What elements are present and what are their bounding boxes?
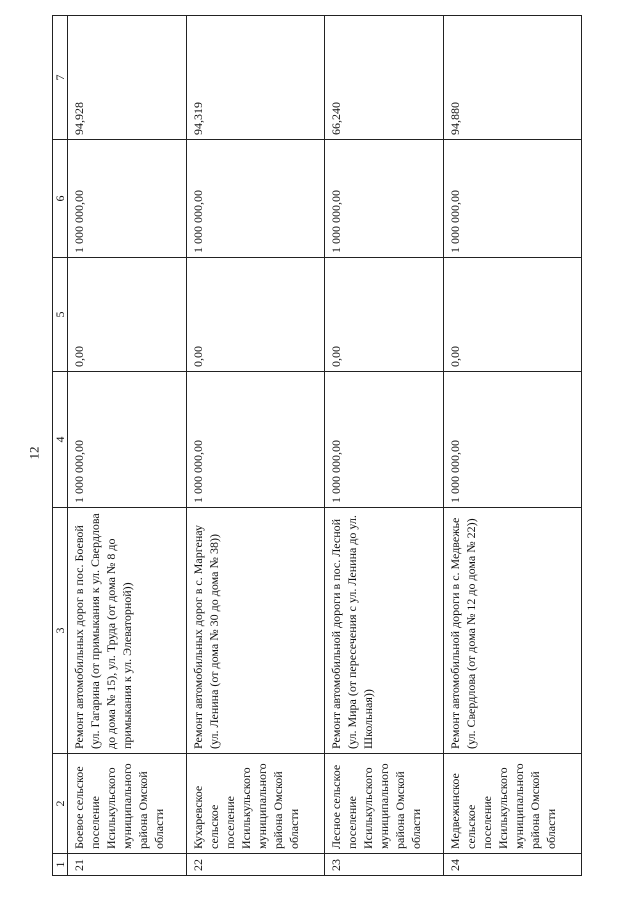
header-col-7: 7 bbox=[53, 16, 68, 140]
header-col-5: 5 bbox=[53, 258, 68, 372]
subsidy-table-wrapper bbox=[52, 16, 582, 876]
row-number: 23 bbox=[324, 854, 443, 876]
amount-col-4: 1 000 000,00 bbox=[324, 372, 443, 508]
work-description-cell: Ремонт автомобильной дороги в с. Медвежье (ул. Свердлова (от дома № 12 до дома № 22)) bbox=[444, 508, 582, 754]
table-row bbox=[444, 16, 582, 876]
table-row bbox=[324, 16, 443, 876]
work-description-cell: Ремонт автомобильных дорог в пос. Боевой (ул. Гагарина (от примыкания к ул. Свердлова до дома № 15), ул. Труда (от дома № 8 до примыкания к ул. Элеваторной)) bbox=[68, 508, 187, 754]
row-number: 24 bbox=[444, 854, 582, 876]
amount-col-4: 1 000 000,00 bbox=[444, 372, 582, 508]
value-col-7: 94,880 bbox=[444, 16, 582, 140]
header-col-4: 4 bbox=[53, 372, 68, 508]
page-number: 12 bbox=[26, 446, 42, 460]
header-col-3: 3 bbox=[53, 508, 68, 754]
table-row bbox=[187, 16, 325, 876]
amount-col-5: 0,00 bbox=[187, 258, 325, 372]
settlement-cell: Медвежинское сельское поселение Исилькульского муниципального района Омской области bbox=[444, 754, 582, 854]
row-number: 21 bbox=[68, 854, 187, 876]
settlement-cell: Кухаревское сельское поселение Исилькульского муниципального района Омской области bbox=[187, 754, 325, 854]
value-col-7: 94,928 bbox=[68, 16, 187, 140]
amount-col-6: 1 000 000,00 bbox=[444, 140, 582, 258]
value-col-7: 66,240 bbox=[324, 16, 443, 140]
amount-col-4: 1 000 000,00 bbox=[68, 372, 187, 508]
amount-col-5: 0,00 bbox=[324, 258, 443, 372]
amount-col-6: 1 000 000,00 bbox=[187, 140, 325, 258]
value-col-7: 94,319 bbox=[187, 16, 325, 140]
settlement-cell: Лесное сельское поселение Исилькульского муниципального района Омской области bbox=[324, 754, 443, 854]
amount-col-5: 0,00 bbox=[68, 258, 187, 372]
amount-col-4: 1 000 000,00 bbox=[187, 372, 325, 508]
amount-col-6: 1 000 000,00 bbox=[324, 140, 443, 258]
subsidy-table bbox=[52, 15, 582, 876]
table-header bbox=[53, 16, 68, 876]
work-description-cell: Ремонт автомобильной дороги в пос. Лесной (ул. Мира (от пересечения с ул. Ленина до ул. Школьная)) bbox=[324, 508, 443, 754]
settlement-cell: Боевое сельское поселение Исилькульского муниципального района Омской области bbox=[68, 754, 187, 854]
amount-col-6: 1 000 000,00 bbox=[68, 140, 187, 258]
table-row bbox=[68, 16, 187, 876]
header-col-6: 6 bbox=[53, 140, 68, 258]
table-body bbox=[68, 16, 582, 876]
header-col-2: 2 bbox=[53, 754, 68, 854]
work-description-cell: Ремонт автомобильных дорог в с. Маргенау (ул. Ленина (от дома № 30 до дома № 38)) bbox=[187, 508, 325, 754]
amount-col-5: 0,00 bbox=[444, 258, 582, 372]
header-row bbox=[53, 16, 68, 876]
header-col-1: 1 bbox=[53, 854, 68, 876]
row-number: 22 bbox=[187, 854, 325, 876]
